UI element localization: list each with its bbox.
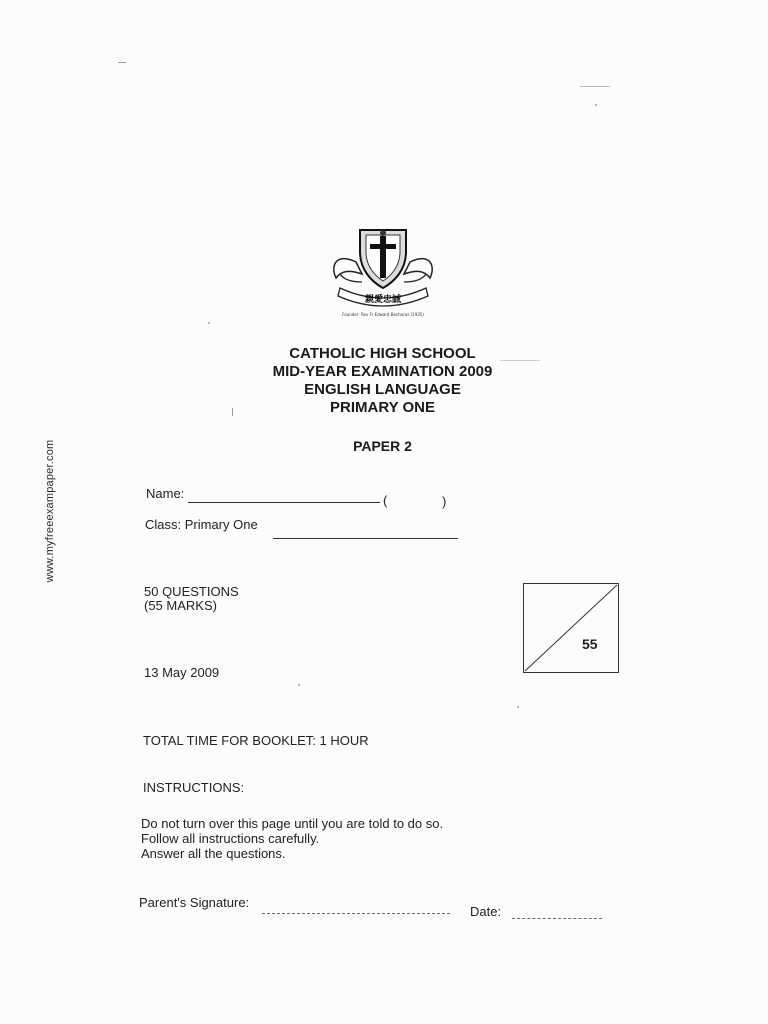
name-field[interactable] xyxy=(188,502,380,503)
scan-speck xyxy=(298,684,300,686)
school-crest xyxy=(326,222,440,322)
total-time: TOTAL TIME FOR BOOKLET: 1 HOUR xyxy=(143,733,369,748)
name-label: Name: xyxy=(146,486,185,501)
paper-title: PAPER 2 xyxy=(353,438,412,454)
instruction-line: Follow all instructions carefully. xyxy=(141,831,320,846)
signature-date-field[interactable] xyxy=(512,918,602,919)
parent-signature-label: Parent's Signature: xyxy=(139,895,250,910)
school-name: CATHOLIC HIGH SCHOOL xyxy=(289,345,476,362)
scan-speck xyxy=(208,322,210,324)
watermark-url: www.myfreeexampaper.com xyxy=(44,439,56,583)
instruction-line: Do not turn over this page until you are told to do so. xyxy=(141,816,444,831)
index-paren-close: ) xyxy=(442,494,447,509)
marks-count: (55 MARKS) xyxy=(144,598,217,613)
exam-title: MID-YEAR EXAMINATION 2009 xyxy=(272,363,493,380)
scan-speck xyxy=(118,62,126,63)
crest-icon xyxy=(326,222,440,322)
scan-speck xyxy=(595,104,597,106)
scan-speck xyxy=(232,408,233,416)
scan-speck xyxy=(517,706,519,708)
question-count: 50 QUESTIONS xyxy=(144,584,239,599)
instructions-title: INSTRUCTIONS: xyxy=(143,780,245,795)
index-paren-open: ( xyxy=(383,493,388,508)
class-field[interactable] xyxy=(273,538,458,539)
date-label: Date: xyxy=(470,904,502,919)
level-title: PRIMARY ONE xyxy=(329,399,435,416)
crest-motto: 親愛忠誠 xyxy=(364,295,402,305)
scan-speck xyxy=(580,86,610,87)
score-box xyxy=(523,583,619,673)
total-marks: 55 xyxy=(582,636,598,652)
crest-caption: Founder: Rev Fr Edward Becheras (1935) xyxy=(342,312,424,317)
class-label: Class: Primary One xyxy=(145,517,258,532)
instruction-line: Answer all the questions. xyxy=(141,846,286,861)
exam-date: 13 May 2009 xyxy=(144,665,220,680)
parent-signature-field[interactable] xyxy=(262,913,450,914)
subject-title: ENGLISH LANGUAGE xyxy=(304,381,461,398)
score-diagonal xyxy=(523,583,619,673)
